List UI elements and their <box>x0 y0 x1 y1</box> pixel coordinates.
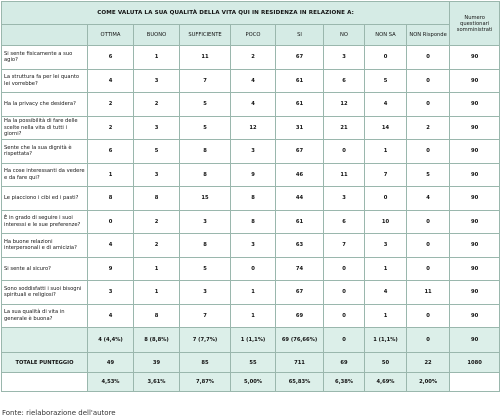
value-cell: 0 <box>407 257 450 281</box>
total-value-cell: 69 <box>324 353 365 373</box>
percent-value-cell: 3,61% <box>134 373 180 392</box>
column-header: NO <box>324 25 365 46</box>
total-value-cell: 49 <box>88 353 134 373</box>
value-cell: 31 <box>276 116 324 140</box>
value-cell: 8 <box>134 187 180 211</box>
summary-value-cell: 1 (1,1%) <box>231 328 276 353</box>
count-cell: 90 <box>450 140 500 164</box>
summary-value-cell: 1 (1,1%) <box>365 328 407 353</box>
value-cell: 2 <box>407 116 450 140</box>
value-cell: 8 <box>88 187 134 211</box>
value-cell: 1 <box>231 304 276 328</box>
column-header: SI <box>276 25 324 46</box>
column-header: OTTIMA <box>88 25 134 46</box>
value-cell: 1 <box>365 257 407 281</box>
value-cell: 5 <box>180 257 231 281</box>
value-cell: 63 <box>276 234 324 258</box>
percent-label-cell <box>2 373 88 392</box>
value-cell: 7 <box>180 69 231 93</box>
value-cell: 5 <box>180 116 231 140</box>
value-cell: 0 <box>231 257 276 281</box>
table-row <box>2 116 500 140</box>
value-cell: 46 <box>276 163 324 187</box>
value-cell: 3 <box>180 210 231 234</box>
value-cell: 10 <box>365 210 407 234</box>
count-cell: 90 <box>450 163 500 187</box>
value-cell: 6 <box>324 69 365 93</box>
value-cell: 0 <box>324 281 365 305</box>
value-cell: 0 <box>407 234 450 258</box>
column-header: NON Risponde <box>407 25 450 46</box>
value-cell: 6 <box>88 140 134 164</box>
value-cell: 4 <box>231 69 276 93</box>
percent-value-cell: 5,00% <box>231 373 276 392</box>
value-cell: 2 <box>88 93 134 117</box>
value-cell: 3 <box>324 187 365 211</box>
value-cell: 0 <box>407 140 450 164</box>
question-cell: Ha la privacy che desidera? <box>2 93 88 117</box>
value-cell: 8 <box>180 140 231 164</box>
value-cell: 12 <box>231 116 276 140</box>
question-cell: Ha buone relazioni interpersonali e di amicizia? <box>2 234 88 258</box>
question-cell: Le piacciono i cibi ed i pasti? <box>2 187 88 211</box>
value-cell: 3 <box>231 140 276 164</box>
value-cell: 0 <box>324 140 365 164</box>
value-cell: 3 <box>324 46 365 70</box>
count-cell: 90 <box>450 187 500 211</box>
value-cell: 0 <box>407 304 450 328</box>
source-note: Fonte: rielaborazione dell'autore <box>2 409 116 417</box>
count-cell: 90 <box>450 116 500 140</box>
value-cell: 9 <box>231 163 276 187</box>
value-cell: 3 <box>365 234 407 258</box>
value-cell: 69 <box>276 304 324 328</box>
total-value-cell: 55 <box>231 353 276 373</box>
percent-value-cell: 7,87% <box>180 373 231 392</box>
summary-value-cell: 4 (4,4%) <box>88 328 134 353</box>
value-cell: 5 <box>134 140 180 164</box>
value-cell: 3 <box>88 281 134 305</box>
value-cell: 4 <box>365 281 407 305</box>
quality-of-life-table-container <box>1 1 499 417</box>
summary-value-cell: 8 (8,8%) <box>134 328 180 353</box>
total-value-cell: 22 <box>407 353 450 373</box>
value-cell: 0 <box>407 46 450 70</box>
value-cell: 1 <box>134 257 180 281</box>
value-cell: 11 <box>180 46 231 70</box>
count-header: Numero questionari somministrati <box>450 2 500 46</box>
total-value-cell: 85 <box>180 353 231 373</box>
percent-value-cell: 4,53% <box>88 373 134 392</box>
total-label-cell: TOTALE PUNTEGGIO <box>2 353 88 373</box>
value-cell: 4 <box>88 234 134 258</box>
total-value-cell: 50 <box>365 353 407 373</box>
count-cell: 90 <box>450 46 500 70</box>
count-cell: 90 <box>450 257 500 281</box>
value-cell: 8 <box>134 304 180 328</box>
column-header: POCO <box>231 25 276 46</box>
summary-row <box>2 328 500 353</box>
percent-value-cell: 65,83% <box>276 373 324 392</box>
value-cell: 4 <box>407 187 450 211</box>
value-cell: 1 <box>365 140 407 164</box>
table-title: COME VALUTA LA SUA QUALITÀ DELLA VITA QUI IN RESIDENZA IN RELAZIONE A: <box>2 2 450 25</box>
question-cell: Si sente al sicuro? <box>2 257 88 281</box>
table-row <box>2 69 500 93</box>
question-cell: Ha la possibilità di fare delle scelte nella vita di tutti i giorni? <box>2 116 88 140</box>
table-row <box>2 140 500 164</box>
count-cell: 90 <box>450 93 500 117</box>
table-row <box>2 163 500 187</box>
value-cell: 1 <box>231 281 276 305</box>
column-header: NON SA <box>365 25 407 46</box>
value-cell: 14 <box>365 116 407 140</box>
table-row <box>2 46 500 70</box>
value-cell: 3 <box>134 69 180 93</box>
value-cell: 6 <box>88 46 134 70</box>
table-row <box>2 304 500 328</box>
question-cell: La sua qualità di vita in generale è buona? <box>2 304 88 328</box>
value-cell: 3 <box>231 234 276 258</box>
value-cell: 8 <box>231 187 276 211</box>
value-cell: 3 <box>134 163 180 187</box>
value-cell: 8 <box>231 210 276 234</box>
value-cell: 1 <box>88 163 134 187</box>
value-cell: 15 <box>180 187 231 211</box>
total-value-cell: 711 <box>276 353 324 373</box>
value-cell: 74 <box>276 257 324 281</box>
summary-count-cell: 90 <box>450 328 500 353</box>
column-header: BUONO <box>134 25 180 46</box>
quality-of-life-table <box>1 1 500 392</box>
value-cell: 21 <box>324 116 365 140</box>
value-cell: 8 <box>180 163 231 187</box>
value-cell: 2 <box>88 116 134 140</box>
value-cell: 0 <box>324 304 365 328</box>
value-cell: 61 <box>276 93 324 117</box>
value-cell: 4 <box>88 304 134 328</box>
value-cell: 67 <box>276 46 324 70</box>
summary-value-cell: 7 (7,7%) <box>180 328 231 353</box>
value-cell: 4 <box>231 93 276 117</box>
question-cell: Ha cose interessanti da vedere e da fare qui? <box>2 163 88 187</box>
value-cell: 67 <box>276 281 324 305</box>
value-cell: 0 <box>324 257 365 281</box>
summary-value-cell: 0 <box>407 328 450 353</box>
value-cell: 0 <box>365 46 407 70</box>
table-row <box>2 187 500 211</box>
question-cell: Sono soddisfatti i suoi bisogni spirituali e religiosi? <box>2 281 88 305</box>
value-cell: 0 <box>407 93 450 117</box>
question-cell: Sente che la sua dignità è rispettata? <box>2 140 88 164</box>
value-cell: 9 <box>88 257 134 281</box>
value-cell: 7 <box>180 304 231 328</box>
total-count-cell: 1080 <box>450 353 500 373</box>
table-row <box>2 234 500 258</box>
value-cell: 1 <box>365 304 407 328</box>
summary-value-cell: 0 <box>324 328 365 353</box>
count-cell: 90 <box>450 210 500 234</box>
question-cell: Si sente fisicamente a suo agio? <box>2 46 88 70</box>
value-cell: 1 <box>134 281 180 305</box>
total-value-cell: 39 <box>134 353 180 373</box>
percent-row <box>2 373 500 392</box>
percent-value-cell: 6,38% <box>324 373 365 392</box>
question-cell: È in grado di seguire i suoi interessi e le sue preferenze? <box>2 210 88 234</box>
value-cell: 5 <box>365 69 407 93</box>
value-cell: 4 <box>365 93 407 117</box>
value-cell: 11 <box>324 163 365 187</box>
value-cell: 6 <box>324 210 365 234</box>
value-cell: 3 <box>180 281 231 305</box>
question-column-header <box>2 25 88 46</box>
value-cell: 2 <box>231 46 276 70</box>
value-cell: 3 <box>134 116 180 140</box>
count-cell: 90 <box>450 234 500 258</box>
value-cell: 2 <box>134 234 180 258</box>
total-row <box>2 353 500 373</box>
summary-label-cell <box>2 328 88 353</box>
table-row <box>2 210 500 234</box>
value-cell: 2 <box>134 93 180 117</box>
value-cell: 2 <box>134 210 180 234</box>
summary-value-cell: 69 (76,66%) <box>276 328 324 353</box>
value-cell: 12 <box>324 93 365 117</box>
percent-value-cell: 2,00% <box>407 373 450 392</box>
count-cell: 90 <box>450 69 500 93</box>
value-cell: 8 <box>180 234 231 258</box>
value-cell: 5 <box>407 163 450 187</box>
value-cell: 67 <box>276 140 324 164</box>
percent-count-cell <box>450 373 500 392</box>
value-cell: 1 <box>134 46 180 70</box>
value-cell: 7 <box>365 163 407 187</box>
value-cell: 0 <box>407 69 450 93</box>
table-row <box>2 257 500 281</box>
value-cell: 5 <box>180 93 231 117</box>
question-cell: La struttura fa per lei quanto lei vorrebbe? <box>2 69 88 93</box>
value-cell: 7 <box>324 234 365 258</box>
percent-value-cell: 4,69% <box>365 373 407 392</box>
value-cell: 11 <box>407 281 450 305</box>
table-row <box>2 93 500 117</box>
value-cell: 44 <box>276 187 324 211</box>
count-cell: 90 <box>450 281 500 305</box>
column-header: SUFFICIENTE <box>180 25 231 46</box>
value-cell: 61 <box>276 210 324 234</box>
value-cell: 0 <box>365 187 407 211</box>
table-row <box>2 281 500 305</box>
value-cell: 61 <box>276 69 324 93</box>
value-cell: 0 <box>88 210 134 234</box>
value-cell: 0 <box>407 210 450 234</box>
count-cell: 90 <box>450 304 500 328</box>
value-cell: 4 <box>88 69 134 93</box>
